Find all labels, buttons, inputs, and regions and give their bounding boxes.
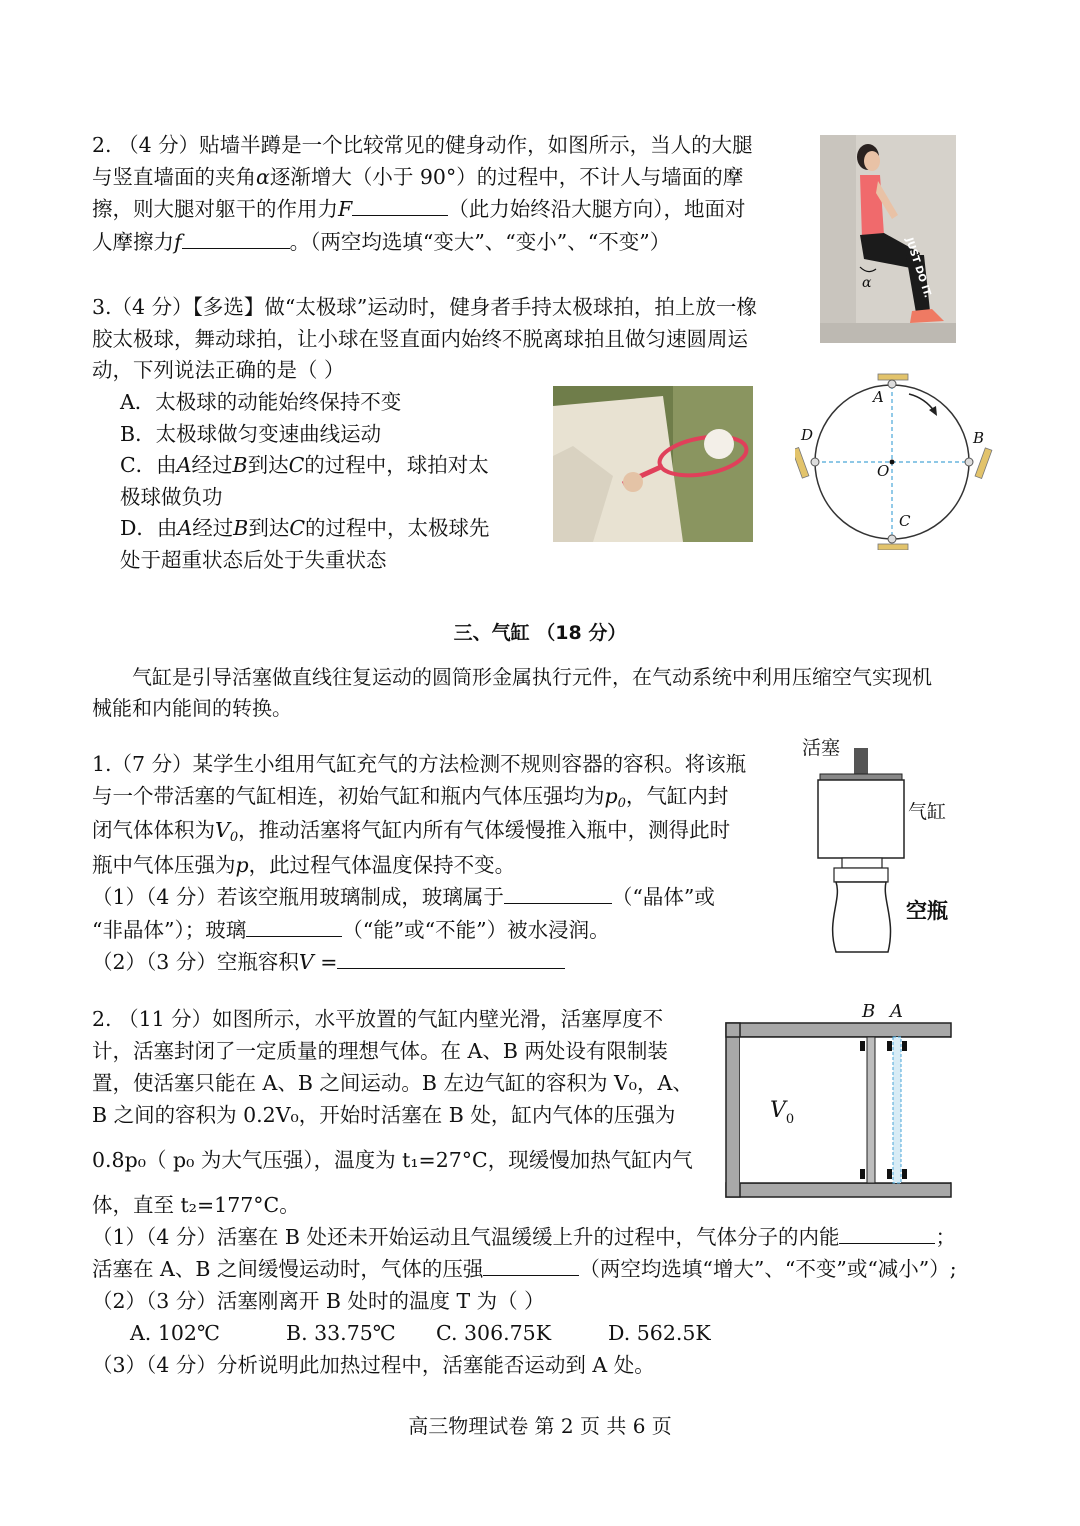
q2-line1: 2. （4 分）贴墙半蹲是一个比较常见的健身动作，如图所示，当人的大腿 <box>92 133 753 157</box>
g1-line3: 闭气体体积为V0，推动活塞将气缸内所有气体缓慢推入瓶中，测得此时 <box>92 818 731 845</box>
fig-label-B: B <box>862 1001 876 1022</box>
q3-option-d-cont: 处于超重状态后处于失重状态 <box>120 547 387 572</box>
g2-option-b[interactable]: B. 33.75℃ <box>286 1321 396 1345</box>
q3-option-a[interactable]: A．太极球的动能始终保持不变 <box>120 390 402 414</box>
q2-line2: 与竖直墙面的夹角α逐渐增大（小于 90°）的过程中，不计人与墙面的摩 <box>92 164 744 189</box>
q3-option-c-cont: 极球做负功 <box>120 484 223 509</box>
g2-sub1: （1）（4 分）活塞在 B 处还未开始运动且气温缓缓上升的过程中，气体分子的内能 ； <box>92 1221 957 1253</box>
g2-line1: 2. （11 分）如图所示，水平放置的气缸内壁光滑，活塞厚度不 <box>92 1007 664 1031</box>
cylinder-bottle-figure <box>800 730 980 955</box>
g2-sub3: （2）（3 分）活塞刚离开 B 处时的温度 T 为（ ） <box>92 1289 545 1313</box>
answer-blank-energy[interactable] <box>839 1221 935 1244</box>
g1-line4: 瓶中气体压强为p，此过程气体温度保持不变。 <box>92 852 516 877</box>
fig-label-A: A <box>890 1001 903 1022</box>
label-cylinder: 气缸 <box>908 801 947 823</box>
g2-line2: 计，活塞封闭了一定质量的理想气体。在 A、B 两处设有限制装 <box>92 1039 668 1063</box>
q3-option-b[interactable]: B．太极球做匀变速曲线运动 <box>120 421 382 446</box>
g1-line6: “非晶体”）；玻璃 （“能”或“不能”）被水浸润。 <box>92 914 746 947</box>
page-footer: 高三物理试卷 第 2 页 共 6 页 <box>408 1414 672 1438</box>
q3-line3: 动，下列说法正确的是（ ） <box>92 358 345 382</box>
g2-options <box>92 1317 957 1349</box>
label-bottle: 空瓶 <box>906 899 948 923</box>
g2-option-d[interactable]: D. 562.5K <box>608 1321 711 1345</box>
horizontal-cylinder-figure <box>724 995 954 1201</box>
g1-line5: （1）（4 分）若该空瓶用玻璃制成，玻璃属于 （“晶体”或 <box>92 881 746 914</box>
label-piston: 活塞 <box>802 737 841 759</box>
g2-sub4: （3）（4 分）分析说明此加热过程中，活塞能否运动到 A 处。 <box>92 1353 655 1377</box>
answer-blank-volume[interactable] <box>337 946 565 969</box>
g1-line1: 1.（7 分）某学生小组用气缸充气的方法检测不规则容器的容积。将该瓶 <box>92 752 747 776</box>
section-intro <box>92 662 997 724</box>
g2-line5: 0.8p₀（ p₀ 为大气压强），温度为 t₁=27°C，现缓慢加热气缸内气 <box>92 1148 693 1172</box>
g1-line7: （2）（3 分）空瓶容积V = <box>92 946 746 979</box>
section-title: 三、气缸 （18 分） <box>453 622 627 644</box>
taichi-photo <box>553 386 753 542</box>
q2-line3: 擦，则大腿对躯干的作用力F （此力始终沿大腿方向），地面对 <box>92 193 753 226</box>
fig-label-V0: $V_0$ <box>770 1098 795 1127</box>
q2-text <box>92 130 753 258</box>
label-A: A <box>873 388 884 406</box>
g2-line4: B 之间的容积为 0.2V₀，开始时活塞在 B 处，缸内气体的压强为 <box>92 1103 676 1127</box>
photo-alpha-label: α <box>862 275 872 291</box>
answer-blank-F[interactable] <box>352 193 448 216</box>
label-B: B <box>973 429 985 447</box>
q3-line1: 3.（4 分）【多选】做“太极球”运动时，健身者手持太极球拍，拍上放一橡 <box>92 295 757 319</box>
wall-squat-photo <box>820 135 956 343</box>
g2-sub2: 活塞在 A、B 之间缓慢运动时，气体的压强 （两空均选填“增大”、“不变”或“减小”）; <box>92 1253 957 1285</box>
answer-blank-f[interactable] <box>182 226 290 249</box>
answer-blank-crystal[interactable] <box>504 881 612 904</box>
g2-option-a[interactable]: A. 102℃ <box>130 1321 220 1345</box>
intro-line1: 气缸是引导活塞做直线往复运动的圆筒形金属执行元件，在气动系统中利用压缩空气实现机 <box>132 665 932 689</box>
q3-option-d[interactable]: D．由A经过B到达C的过程中，太极球先 <box>120 516 490 540</box>
label-O: O <box>877 462 890 480</box>
circular-motion-diagram <box>795 370 995 550</box>
q2-line4: 人摩擦力f 。（两空均选填“变大”、“变小”、“不变”） <box>92 226 753 259</box>
g1-text <box>92 749 746 979</box>
g2-option-c[interactable]: C. 306.75K <box>436 1321 552 1345</box>
intro-line2: 械能和内能间的转换。 <box>92 696 292 720</box>
g2-line6: 体，直至 t₂=177°C。 <box>92 1193 300 1217</box>
g2-line3: 置，使活塞只能在 A、B 之间运动。B 左边气缸的容积为 V₀，A、 <box>92 1071 693 1095</box>
g1-line2: 与一个带活塞的气缸相连，初始气缸和瓶内气体压强均为p0，气缸内封 <box>92 783 729 811</box>
q3-text <box>92 292 757 387</box>
q3-options <box>120 387 550 576</box>
label-D: D <box>801 426 814 444</box>
answer-blank-pressure[interactable] <box>483 1253 579 1276</box>
label-C: C <box>899 512 911 530</box>
q3-line2: 胶太极球，舞动球拍，让小球在竖直面内始终不脱离球拍且做匀速圆周运 <box>92 326 748 351</box>
answer-blank-wetting[interactable] <box>246 914 342 937</box>
legging-print: JUST DO IT. <box>903 236 933 300</box>
q3-option-c[interactable]: C．由A经过B到达C的过程中，球拍对太 <box>120 453 489 477</box>
